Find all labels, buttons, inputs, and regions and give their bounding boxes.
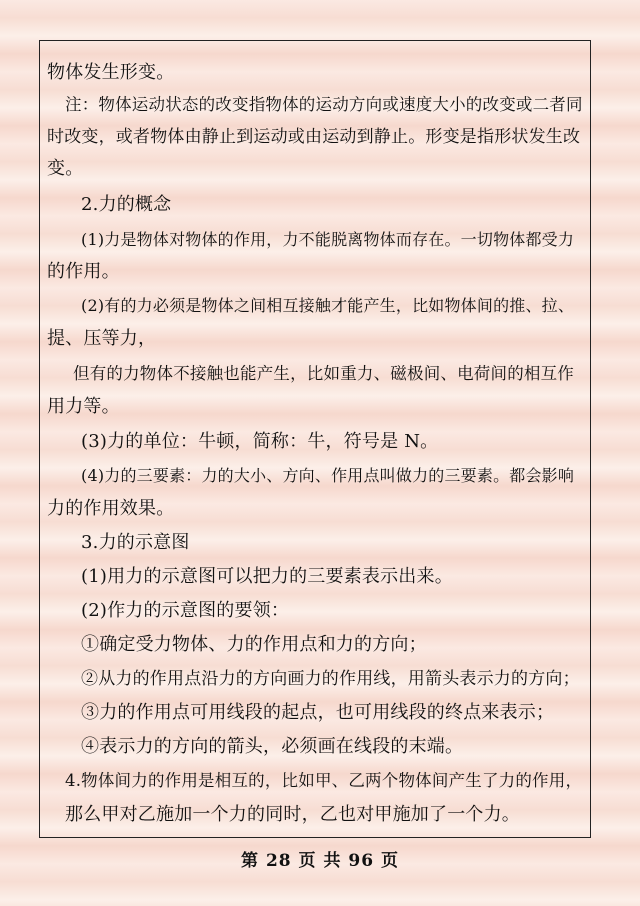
text-line-6: (1)力是物体对物体的作用，力不能脱离物体而存在。一切物体都受力 — [81, 230, 575, 249]
section-heading-2: 2.力的概念 — [81, 194, 172, 215]
text-line-4: 变。 — [47, 158, 84, 179]
text-line-17: (2)作力的示意图的要领： — [81, 600, 290, 621]
text-line-18: ①确定受力物体、力的作用点和力的方向； — [81, 634, 427, 655]
text-line-2: 注：物体运动状态的改变指物体的运动方向或速度大小的改变或二者同 — [65, 95, 583, 114]
text-line-14: 力的作用效果。 — [47, 498, 175, 519]
text-line-3: 时改变，或者物体由静止到运动或由运动到静止。形变是指形状发生改 — [47, 127, 581, 147]
text-line-20: ③力的作用点可用线段的起点，也可用线段的终点来表示； — [81, 702, 555, 723]
text-line-9: 提、压等力， — [47, 328, 157, 349]
text-line-12: (3)力的单位：牛顿，简称：牛，符号是 N。 — [81, 431, 439, 452]
text-line-23: 那么甲对乙施加一个力的同时，乙也对甲施加了一个力。 — [65, 804, 520, 825]
section-heading-3: 3.力的示意图 — [81, 532, 190, 553]
text-line-21: ④表示力的方向的箭头，必须画在线段的末端。 — [81, 736, 464, 757]
text-line-22: 4.物体间力的作用是相互的，比如甲、乙两个物体间产生了力的作用， — [65, 771, 583, 790]
text-line-8: (2)有的力必须是物体之间相互接触才能产生，比如物体间的推、拉、 — [81, 296, 575, 315]
text-line-13: (4)力的三要素：力的大小、方向、作用点叫做力的三要素。都会影响 — [81, 466, 575, 485]
page-number-footer: 第 28 页 共 96 页 — [241, 851, 399, 871]
text-line-19: ②从力的作用点沿力的方向画力的作用线，用箭头表示力的方向； — [81, 669, 580, 689]
text-line-11: 用力等。 — [47, 396, 120, 417]
text-line-10: 但有的力物体不接触也能产生，比如重力、磁极间、电荷间的相互作 — [73, 364, 574, 383]
text-line-7: 的作用。 — [47, 261, 120, 282]
text-line-1: 物体发生形变。 — [47, 62, 175, 83]
text-line-16: (1)用力的示意图可以把力的三要素表示出来。 — [81, 566, 453, 587]
